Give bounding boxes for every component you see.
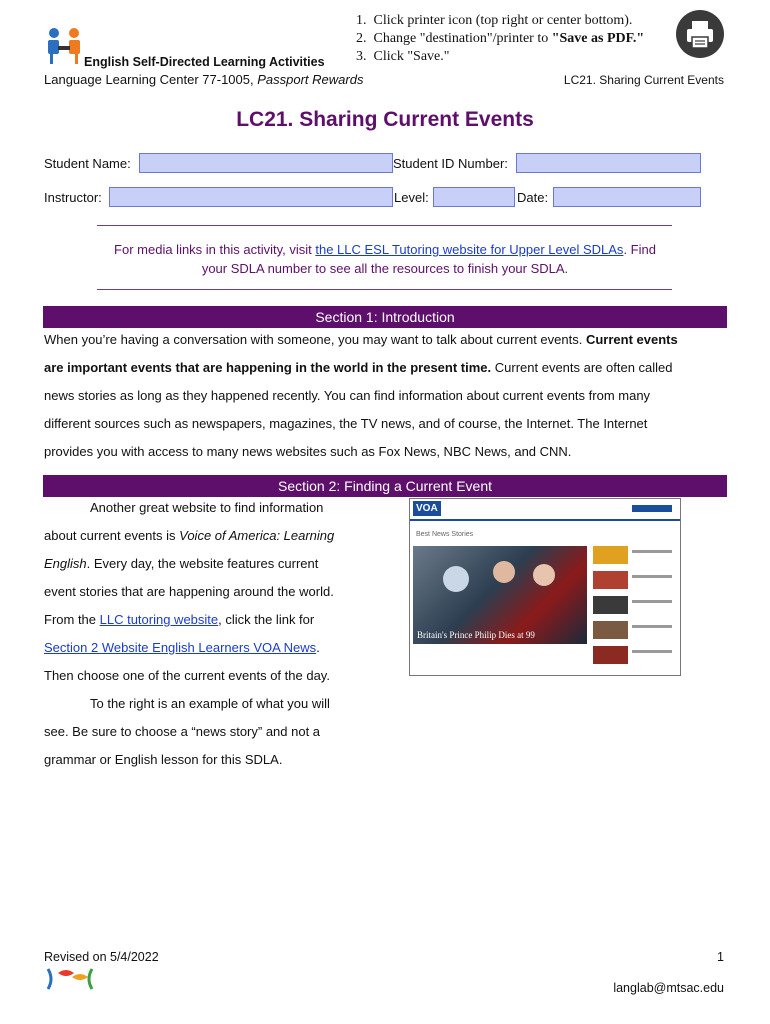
student-id-label: Student ID Number: — [393, 156, 508, 171]
instructor-label: Instructor: — [44, 190, 102, 205]
voa-section-label: Best News Stories — [416, 531, 474, 538]
date-label: Date: — [517, 190, 549, 205]
section-1-heading: Section 1: Introduction — [43, 306, 727, 328]
center-info: Language Learning Center 77-1005, Passport Rewards — [44, 72, 364, 87]
student-name-field[interactable] — [139, 153, 393, 173]
activity-code: LC21. Sharing Current Events — [563, 73, 724, 87]
print-instructions: 1. Click printer icon (top right or center bottom). 2. Change "destination"/printer to "Save as PDF." 3. Click "Save." — [356, 13, 645, 64]
student-id-field[interactable] — [516, 153, 701, 173]
divider-top — [97, 225, 672, 226]
level-field[interactable] — [433, 187, 515, 207]
divider-bottom — [97, 289, 672, 290]
voa-main-photo — [413, 546, 587, 644]
printer-icon[interactable] — [676, 10, 724, 58]
media-note: For media links in this activity, visit the LLC ESL Tutoring website for Upper Level SDLAs. Find your SDLA number to see all the resources to finish your SDLA. — [114, 242, 656, 276]
voa-screenshot — [409, 498, 681, 676]
llc-logo — [44, 26, 84, 66]
voa-logo: VOA — [413, 501, 441, 516]
voa-photo-caption: Britain's Prince Philip Dies at 99 — [417, 630, 535, 640]
footer-logo — [44, 965, 98, 993]
instructor-field[interactable] — [109, 187, 393, 207]
llc-tutoring-link[interactable]: LLC tutoring website — [99, 612, 219, 627]
voa-news-link[interactable]: Section 2 Website English Learners VOA News — [44, 640, 317, 655]
student-name-label: Student Name: — [44, 156, 131, 171]
org-title: English Self-Directed Learning Activities — [84, 55, 325, 69]
level-label: Level: — [394, 190, 429, 205]
revised-date: Revised on 5/4/2022 — [44, 950, 159, 964]
footer-email: langlab@mtsac.edu — [613, 981, 724, 995]
section-1-text: When you’re having a conversation with someone, you may want to talk about current events. Current events are important events that are happening in the world in the present time. Current events are often called news stories as long as they happened recently. You can find information about current events from many different sources such as newspapers, magazines, the TV news, and of course, the Internet. The Internet provides you with access to many news websites such as Fox News, NBC News, and CNN. — [44, 332, 678, 459]
page-number: 1 — [717, 950, 724, 964]
section-2-text: Another great website to find information about current events is Voice of America: Learning English. Every day, the website features current event stories that are happening around the world. From the LLC tutoring website, click the link for Section 2 Website English Learners VOA News. Then choose one of the current events of the day. To the right is an example of what you will see. Be sure to choose a “news story” and not a grammar or English lesson for this SDLA. — [44, 500, 335, 767]
tutoring-website-link[interactable]: the LLC ESL Tutoring website for Upper Level SDLAs — [315, 242, 624, 257]
page-title: LC21. Sharing Current Events — [236, 108, 534, 131]
section-2-heading: Section 2: Finding a Current Event — [43, 475, 727, 497]
date-field[interactable] — [553, 187, 701, 207]
